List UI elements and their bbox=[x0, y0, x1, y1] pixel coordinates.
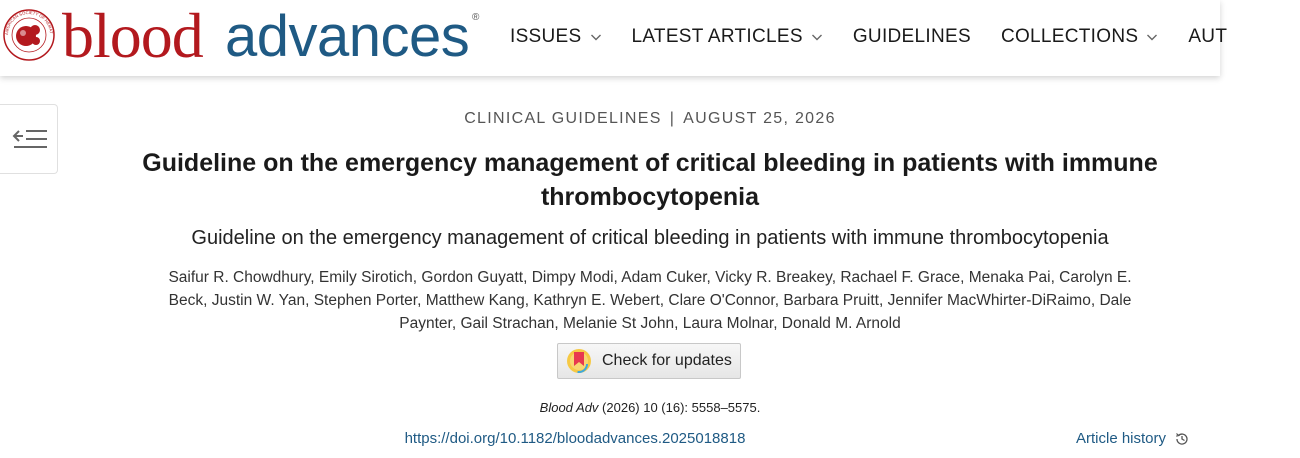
citation-details: (2026) 10 (16): 5558–5575. bbox=[598, 400, 761, 415]
article-meta bbox=[0, 110, 1300, 128]
history-clock-icon bbox=[1174, 431, 1190, 447]
nav-authors[interactable] bbox=[1188, 26, 1227, 48]
nav-label: AUT bbox=[1188, 26, 1228, 47]
check-for-updates-label: Check for updates bbox=[602, 352, 732, 369]
article-title: Guideline on the emergency management of critical bleeding in patients with immune thrombocytopenia bbox=[142, 149, 1158, 211]
nav-label: COLLECTIONS bbox=[1000, 26, 1139, 47]
nav-label: GUIDELINES bbox=[852, 26, 971, 47]
registered-mark: ® bbox=[472, 12, 480, 23]
logo-word-advances: advances bbox=[225, 4, 470, 69]
article-history-label: Article history bbox=[1076, 430, 1167, 447]
chevron-down-icon bbox=[590, 31, 602, 43]
logo-word-blood: blood bbox=[62, 0, 203, 71]
nav-latest-articles[interactable] bbox=[632, 26, 823, 48]
site-header bbox=[0, 0, 1228, 76]
collapse-list-icon bbox=[9, 125, 49, 153]
doi-link[interactable]: https://doi.org/10.1182/bloodadvances.2025018818 bbox=[404, 430, 746, 447]
nav-label: LATEST ARTICLES bbox=[631, 26, 803, 47]
nav-label: ISSUES bbox=[510, 26, 582, 47]
article-history-link[interactable] bbox=[1076, 430, 1190, 447]
article-subtitle: Guideline on the emergency management of critical bleeding in patients with immune thrombocytopenia bbox=[191, 227, 1109, 249]
ash-seal-icon bbox=[2, 8, 56, 62]
article-category[interactable]: CLINICAL GUIDELINES bbox=[464, 110, 662, 127]
main-nav bbox=[510, 26, 1257, 48]
chevron-down-icon bbox=[811, 31, 823, 43]
svg-text:AMERICAN SOCIETY OF HEMATOLOGY: AMERICAN SOCIETY OF HEMAT bbox=[3, 9, 54, 36]
nav-guidelines[interactable] bbox=[853, 26, 971, 48]
nav-collections[interactable] bbox=[1001, 26, 1158, 48]
crossmark-icon bbox=[566, 348, 592, 374]
citation bbox=[0, 400, 1300, 415]
chevron-down-icon bbox=[1146, 31, 1158, 43]
nav-issues[interactable] bbox=[510, 26, 602, 48]
citation-journal: Blood Adv bbox=[539, 400, 599, 415]
meta-separator: | bbox=[669, 110, 676, 127]
article-date: AUGUST 25, 2026 bbox=[683, 110, 836, 127]
author-list[interactable]: Saifur R. Chowdhury, Emily Sirotich, Gordon Guyatt, Dimpy Modi, Adam Cuker, Vicky R. Breakey, Rachael F. Grace, Menaka Pai, Carolyn E. Beck, Justin W. Yan, Stephen Porter, Matthew Kang, Kathryn E. Webert, Clare O'Connor, Barbara Pruitt, Jennifer MacWhirter-DiRaimo, Dale Paynter, Gail Strachan, Melanie St John, Laura Molnar, Donald M. Arnold bbox=[168, 269, 1132, 332]
check-for-updates-button[interactable] bbox=[557, 343, 741, 379]
